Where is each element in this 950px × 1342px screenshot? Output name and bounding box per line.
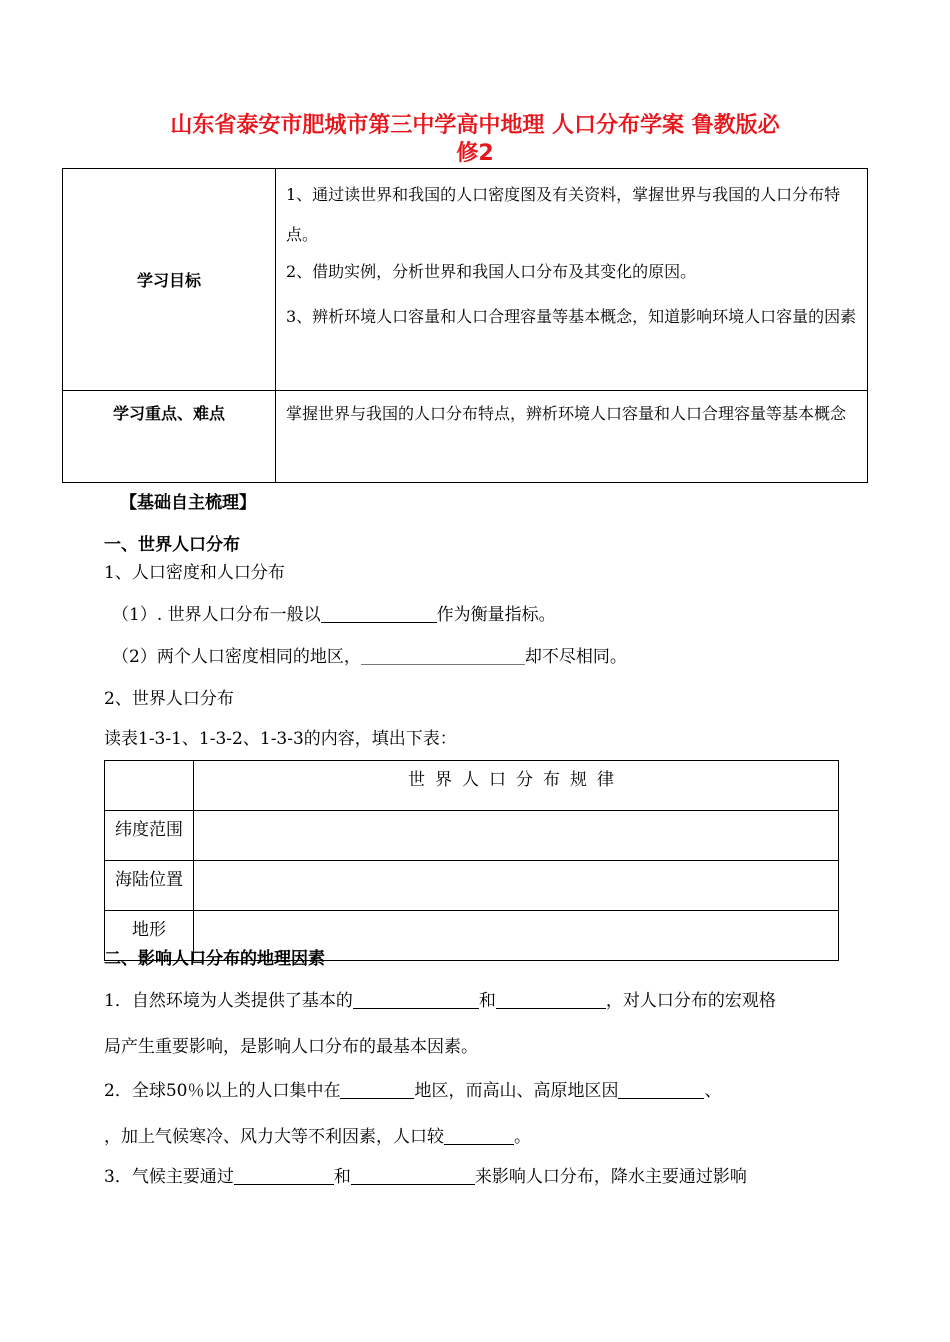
- p1-mid: 和: [478, 991, 496, 1011]
- p3-pre: 3．气候主要通过: [104, 1167, 234, 1187]
- dist-corner-cell: [105, 761, 194, 811]
- dist-header-row: [105, 761, 839, 811]
- p2-post: 、: [704, 1081, 722, 1101]
- key-label: 学习重点、难点: [63, 391, 276, 483]
- title-line-1: 山东省泰安市肥城市第三中学高中地理 人口分布学案 鲁教版必: [170, 113, 780, 138]
- goal-label: 学习目标: [63, 169, 276, 391]
- paragraph-1-line-1: [104, 986, 776, 1011]
- dist-header: 世界人口分布规律: [194, 761, 839, 811]
- paragraph-1-line-2: 局产生重要影响，是影响人口分布的最基本因素。: [104, 1037, 478, 1057]
- dist-answer-cell[interactable]: [194, 811, 839, 861]
- p3-blank-1[interactable]: [234, 1166, 334, 1185]
- p3-mid: 和: [333, 1167, 351, 1187]
- dist-row-label: 海陆位置: [105, 861, 194, 911]
- question-2: [112, 642, 627, 667]
- dist-row-label: 纬度范围: [105, 811, 194, 861]
- document-title: [80, 112, 870, 168]
- p2-line2-post: 。: [514, 1127, 531, 1147]
- goal-3: 3、辨析环境人口容量和人口合理容量等基本概念，知道影响环境人口容量的因素: [286, 307, 857, 326]
- q2-blank[interactable]: [361, 646, 525, 665]
- p1-blank-2[interactable]: [496, 990, 606, 1009]
- p2-blank-3[interactable]: [444, 1126, 514, 1145]
- learning-info-table: [62, 168, 868, 483]
- goal-1: 1、通过读世界和我国的人口密度图及有关资料，掌握世界与我国的人口分布特点。: [286, 185, 841, 244]
- distribution-table: [104, 760, 839, 961]
- dist-row: [105, 811, 839, 861]
- section2-heading: 二、影响人口分布的地理因素: [104, 949, 325, 969]
- dist-answer-cell[interactable]: [194, 861, 839, 911]
- key-content: [276, 391, 868, 483]
- p1-post: ，对人口分布的宏观格: [605, 991, 776, 1011]
- q1-blank[interactable]: [321, 604, 437, 623]
- p3-post: 来影响人口分布，降水主要通过影响: [474, 1167, 747, 1187]
- read-table-instruction: 读表1-3-1、1-3-2、1-3-3的内容，填出下表：: [104, 729, 457, 749]
- section1-heading: 一、世界人口分布: [104, 535, 240, 555]
- paragraph-3-line-1: [104, 1162, 747, 1187]
- sub2-heading: 2、世界人口分布: [104, 689, 234, 709]
- dist-row-label: 地形: [105, 911, 194, 961]
- goal-row: [63, 169, 868, 391]
- goal-content: [276, 169, 868, 391]
- p1-pre: 1．自然环境为人类提供了基本的: [104, 991, 353, 1011]
- p2-pre: 2．全球50％以上的人口集中在: [104, 1081, 341, 1101]
- p2-mid: 地区，而高山、高原地区因: [414, 1081, 619, 1101]
- p1-blank-1[interactable]: [353, 990, 479, 1009]
- title-line-2: 修2: [456, 141, 494, 166]
- paragraph-2-line-1: [104, 1076, 721, 1101]
- question-1: [112, 600, 556, 625]
- q1-pre: （1）. 世界人口分布一般以: [112, 605, 321, 625]
- paragraph-2-line-2: [104, 1122, 531, 1147]
- q1-post: 作为衡量指标。: [436, 605, 556, 625]
- p2-blank-2[interactable]: [618, 1080, 704, 1099]
- key-row: [63, 391, 868, 483]
- p2-blank-1[interactable]: [340, 1080, 414, 1099]
- basic-heading: 【基础自主梳理】: [120, 493, 256, 513]
- q2-post: 却不尽相同。: [524, 647, 627, 667]
- sub1-heading: 1、人口密度和人口分布: [104, 563, 285, 583]
- p3-blank-2[interactable]: [351, 1166, 475, 1185]
- p2-line2-pre: ，加上气候寒冷、风力大等不利因素，人口较: [104, 1127, 444, 1147]
- goal-2: 2、借助实例，分析世界和我国人口分布及其变化的原因。: [286, 262, 697, 281]
- dist-row: [105, 861, 839, 911]
- q2-pre: （2）两个人口密度相同的地区，: [112, 647, 361, 667]
- key-text: 掌握世界与我国的人口分布特点，辨析环境人口容量和人口合理容量等基本概念: [286, 404, 847, 423]
